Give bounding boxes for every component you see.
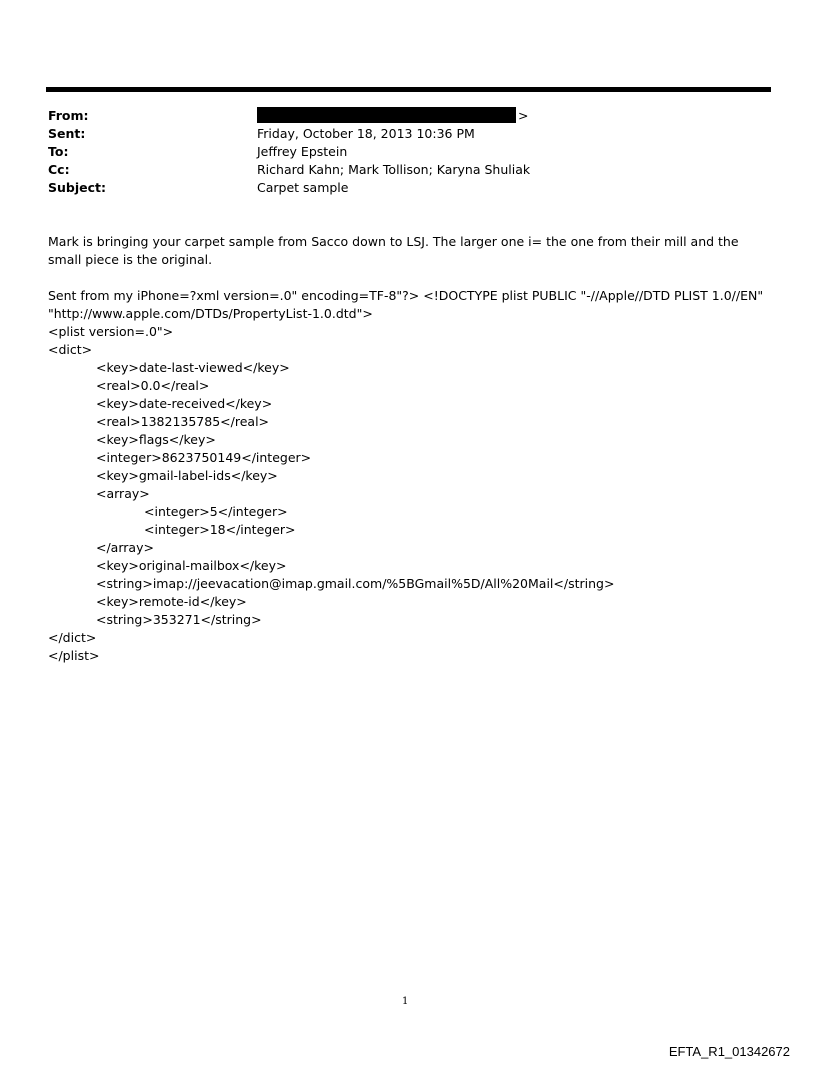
top-rule [46, 87, 771, 92]
code-line: </array> [96, 540, 154, 555]
subject-row [48, 179, 748, 197]
code-line: </dict> [48, 630, 97, 645]
to-label: To: [48, 144, 69, 159]
code-line: <key>remote-id</key> [96, 594, 247, 609]
signature-paragraph: Sent from my iPhone=?xml version=.0" encoding=TF-8"?> <!DOCTYPE plist PUBLIC "-//Apple//DTD PLIST 1.0//EN" "http://www.apple.com/DTDs/PropertyList-1.0.dtd"> [48, 288, 764, 321]
code-line: <dict> [48, 342, 93, 357]
code-line: <integer>8623750149</integer> [96, 450, 312, 465]
cc-label: Cc: [48, 162, 70, 177]
code-line: <plist version=.0"> [48, 324, 174, 339]
code-line: <real>0.0</real> [96, 378, 210, 393]
to-row [48, 143, 748, 161]
page-number: 1 [402, 996, 409, 1007]
subject-label: Subject: [48, 180, 106, 195]
document-id: EFTA_R1_01342672 [668, 1044, 790, 1059]
email-header [48, 107, 748, 197]
code-line: <key>gmail-label-ids</key> [96, 468, 278, 483]
redaction-bar [257, 107, 516, 123]
code-line: </plist> [48, 648, 100, 663]
code-line: <string>imap://jeevacation@imap.gmail.com/%5BGmail%5D/All%20Mail</string> [96, 576, 615, 591]
code-line: <key>date-received</key> [96, 396, 273, 411]
sent-value: Friday, October 18, 2013 10:36 PM [257, 126, 475, 141]
from-row [48, 107, 748, 125]
email-body [48, 233, 773, 665]
from-label: From: [48, 108, 89, 123]
code-line: <integer>18</integer> [144, 522, 296, 537]
cc-row [48, 161, 748, 179]
sent-row [48, 125, 748, 143]
code-line: <key>date-last-viewed</key> [96, 360, 290, 375]
to-value: Jeffrey Epstein [257, 144, 348, 159]
code-line: <array> [96, 486, 150, 501]
code-line: <integer>5</integer> [144, 504, 288, 519]
from-suffix: > [518, 108, 529, 123]
from-value [257, 107, 528, 125]
code-line: <string>353271</string> [96, 612, 262, 627]
body-paragraph: Mark is bringing your carpet sample from Sacco down to LSJ. The larger one i= the one from their mill and the small piece is the original. [48, 234, 739, 267]
code-line: <real>1382135785</real> [96, 414, 270, 429]
code-line: <key>original-mailbox</key> [96, 558, 287, 573]
cc-value: Richard Kahn; Mark Tollison; Karyna Shuliak [257, 162, 531, 177]
subject-value: Carpet sample [257, 180, 349, 195]
sent-label: Sent: [48, 126, 86, 141]
code-line: <key>flags</key> [96, 432, 216, 447]
